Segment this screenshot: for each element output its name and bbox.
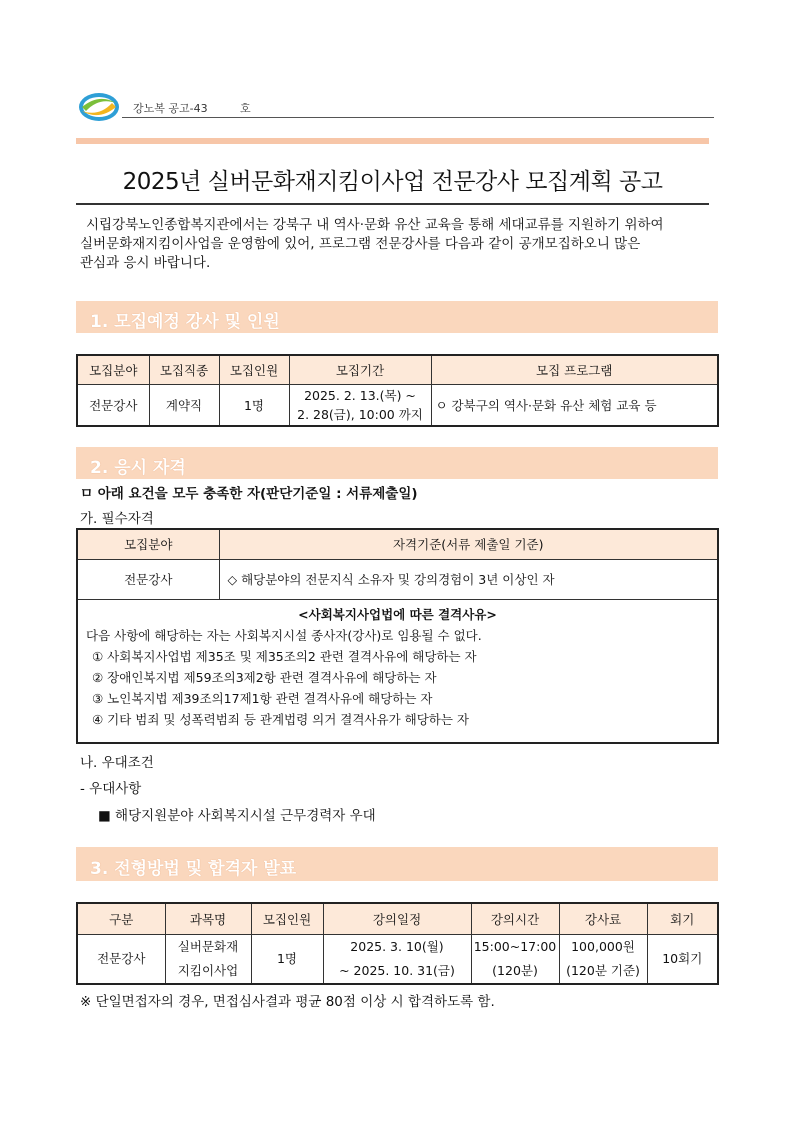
footnote: ※ 단일면접자의 경우, 면접심사결과 평균 80점 이상 시 합격하도록 함.	[80, 994, 495, 1010]
subject-line: 지킴이사업	[177, 962, 239, 978]
qualification-table	[76, 528, 719, 744]
table-header: 강의시간	[471, 903, 559, 934]
table-header: 모집인원	[219, 355, 289, 384]
time-line: (120분)	[492, 962, 538, 978]
table-cell	[323, 934, 471, 984]
table-cell: 1명	[251, 934, 323, 984]
section-title: 1. 모집예정 강사 및 인원	[90, 312, 280, 332]
table-header: 구분	[77, 903, 165, 934]
period-line: 2. 28(금), 10:00 까지	[297, 406, 423, 422]
notice-number: 강노복 공고-43	[133, 102, 208, 115]
recruitment-table	[76, 354, 719, 427]
table-cell: 전문강사	[77, 934, 165, 984]
table-cell	[559, 934, 647, 984]
time-line: 15:00~17:00	[473, 938, 557, 954]
disqualification-box	[77, 599, 718, 743]
list-item: ② 장애인복지법 제59조의3제2항 관련 결격사유에 해당하는 자	[92, 669, 437, 685]
list-item: ③ 노인복지법 제39조의17제1항 관련 결격사유에 해당하는 자	[92, 690, 433, 706]
table-header: 모집인원	[251, 903, 323, 934]
fee-line: (120분 기준)	[566, 962, 640, 978]
selection-table	[76, 902, 719, 985]
disqualification-title: <사회복지사업법에 따른 결격사유>	[298, 606, 497, 622]
table-header: 모집기간	[289, 355, 431, 384]
list-item: ① 사회복지사업법 제35조 및 제35조의2 관련 결격사유에 해당하는 자	[92, 648, 477, 664]
table-cell	[165, 934, 251, 984]
intro-paragraph	[80, 216, 720, 273]
intro-line: 관심과 응시 바랍니다.	[80, 255, 211, 271]
table-cell: ㅇ 강북구의 역사·문화 유산 체험 교육 등	[431, 384, 718, 426]
table-header: 모집 프로그램	[431, 355, 718, 384]
table-cell	[471, 934, 559, 984]
table-cell: 계약직	[149, 384, 219, 426]
table-cell: 전문강사	[77, 384, 149, 426]
table-header: 모집직종	[149, 355, 219, 384]
intro-line: 시립강북노인종합복지관에서는 강북구 내 역사·문화 유산 교육을 통해 세대교류를 지원하기 위하여	[86, 217, 664, 233]
table-header: 모집분야	[77, 529, 219, 559]
preference-item: ■ 해당지원분야 사회복지시설 근무경력자 우대	[98, 808, 376, 824]
period-line: 2025. 2. 13.(목) ~	[304, 387, 416, 403]
fee-line: 100,000원	[571, 938, 635, 954]
page-title: 2025년 실버문화재지킴이사업 전문강사 모집계획 공고	[122, 169, 663, 195]
table-header: 강의일정	[323, 903, 471, 934]
table-cell: 10회기	[647, 934, 718, 984]
qualification-condition: ㅁ 아래 요건을 모두 충족한 자(판단기준일 : 서류제출일)	[80, 486, 418, 502]
table-cell: 전문강사	[77, 559, 219, 599]
title-divider	[76, 203, 709, 205]
schedule-line: 2025. 3. 10(월)	[350, 938, 444, 954]
disqualification-intro: 다음 사항에 해당하는 자는 사회복지시설 종사자(강사)로 임용될 수 없다.	[86, 627, 482, 643]
section-title: 3. 전형방법 및 합격자 발표	[90, 859, 297, 879]
header-divider	[122, 117, 714, 118]
intro-line: 실버문화재지킴이사업을 운영함에 있어, 프로그램 전문강사를 다음과 같이 공개모집하오니 많은	[80, 236, 641, 252]
accent-bar	[76, 138, 709, 144]
table-header: 회기	[647, 903, 718, 934]
section-title: 2. 응시 자격	[90, 458, 186, 478]
subject-line: 실버문화재	[177, 938, 239, 954]
notice-suffix: 호	[240, 102, 251, 115]
subsection-a: 가. 필수자격	[80, 511, 154, 527]
table-header: 과목명	[165, 903, 251, 934]
table-header: 모집분야	[77, 355, 149, 384]
subsection-b: 나. 우대조건	[80, 755, 154, 771]
table-cell	[289, 384, 431, 426]
list-item: ④ 기타 범죄 및 성폭력범죄 등 관계법령 의거 결격사유가 해당하는 자	[92, 711, 469, 727]
table-header: 자격기준(서류 제출일 기준)	[219, 529, 718, 559]
table-cell: ◇ 해당분야의 전문지식 소유자 및 강의경험이 3년 이상인 자	[219, 559, 718, 599]
table-cell: 1명	[219, 384, 289, 426]
preference-label: - 우대사항	[80, 781, 142, 797]
table-header: 강사료	[559, 903, 647, 934]
schedule-line: ~ 2025. 10. 31(금)	[339, 962, 455, 978]
organization-logo	[76, 89, 122, 125]
